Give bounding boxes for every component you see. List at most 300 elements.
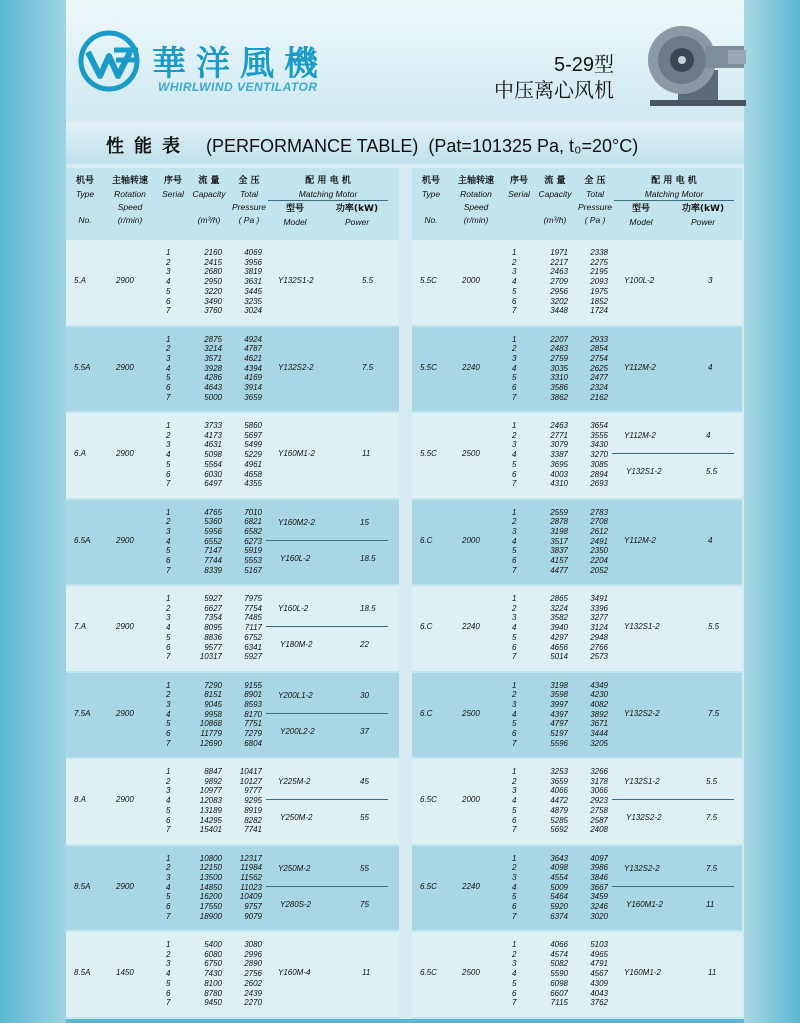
right-table-row [412,500,742,585]
fan-type: 7.A [74,622,87,631]
pressure-value: 6821 [244,517,262,527]
serial-value: 3 [166,353,171,363]
serial-value: 1 [166,507,171,517]
header-capacity: 流 量 Capacity (m³/h) [192,176,226,225]
motor-power: 11 [706,899,715,909]
pressure-value: 2783 [590,507,608,517]
capacity-value: 5082 [550,959,568,969]
pressure-value: 2996 [244,949,262,959]
pressure-value: 3266 [590,767,608,776]
capacity-value: 5285 [550,815,568,825]
table-header [412,172,742,238]
capacity-list [188,767,222,835]
serial-value: 7 [166,306,171,316]
rotation-speed: 2000 [462,795,480,804]
capacity-value: 3198 [550,526,568,536]
pressure-value: 3956 [244,257,262,267]
capacity-value: 4286 [204,373,222,383]
rotation-speed: 2900 [116,795,134,804]
motor-model: Y132S1-2 [278,276,314,285]
serial-value: 6 [512,815,517,825]
capacity-list [188,940,222,1008]
pressure-list [576,594,608,662]
capacity-value: 2878 [550,517,568,527]
rotation-speed: 2500 [462,708,480,718]
capacity-list [534,421,568,489]
header-motor: 配 用 电 机 Matching Motor [298,176,358,199]
pressure-value: 5927 [244,652,262,662]
rotation-speed: 2500 [462,968,480,977]
rotation-speed: 2900 [116,362,134,372]
pressure-value: 7751 [244,719,262,729]
serial-value: 2 [166,690,171,700]
capacity-value: 10800 [199,853,222,863]
serial-value: 7 [166,738,171,748]
pressure-value: 2890 [244,959,262,969]
capacity-value: 13500 [199,872,222,882]
fan-type: 5.A [74,276,87,285]
capacity-value: 4879 [550,805,568,815]
pressure-value: 8170 [244,709,262,719]
pressure-value: 2766 [590,642,608,652]
pressure-value: 4965 [590,949,608,959]
pressure-value: 3846 [590,872,608,882]
motor-power: 5.5 [362,276,374,285]
header-motor-line [268,200,388,201]
rotation-speed: 2500 [462,449,480,458]
capacity-value: 3035 [550,363,568,373]
capacity-value: 3253 [550,767,568,776]
serial-value: 4 [512,882,517,892]
serial-value: 4 [512,709,517,719]
pressure-value: 3445 [244,286,262,296]
title-bar [66,122,744,164]
pressure-value: 4097 [590,853,608,863]
serial-value: 6 [166,296,171,306]
left-side-band [0,0,66,1023]
capacity-value: 7147 [204,546,222,556]
serial-value: 1 [512,680,517,690]
title-params: (Pat=101325 Pa, t₀=20°C) [428,136,639,156]
pressure-list [230,594,262,662]
right-table-row [412,673,742,758]
left-table-row [66,500,399,585]
capacity-value: 3940 [550,623,568,633]
motor-power: 11 [362,968,371,977]
pressure-value: 3659 [244,392,262,402]
capacity-value: 3586 [550,383,568,393]
capacity-value: 7115 [550,998,568,1008]
pressure-value: 3085 [590,459,608,469]
serial-value: 2 [512,517,517,527]
serial-value: 6 [512,296,517,306]
fan-type: 6.A [74,449,87,458]
serial-list [166,594,170,662]
serial-value: 3 [166,613,171,623]
pressure-value: 3914 [244,383,262,393]
serial-value: 4 [166,450,171,460]
motor-divider [266,886,388,887]
capacity-value: 4003 [550,469,568,479]
capacity-value: 2709 [550,277,568,287]
capacity-value: 6627 [204,603,222,613]
motor-power: 55 [360,863,369,873]
serial-value: 3 [166,959,171,969]
capacity-value: 2950 [204,277,222,287]
capacity-value: 10317 [199,652,222,662]
motor-model: Y250M-2 [280,813,313,822]
serial-value: 3 [512,353,517,363]
serial-value: 3 [512,959,517,969]
capacity-value: 13189 [199,805,222,815]
capacity-value: 5920 [550,902,568,912]
pressure-value: 11023 [240,882,262,892]
motor-power: 7.5 [708,708,720,718]
capacity-value: 3695 [550,459,568,469]
serial-value: 2 [512,257,517,267]
capacity-value: 14850 [199,882,222,892]
right-table-row [412,586,742,671]
pressure-value: 3671 [590,719,608,729]
serial-value: 4 [166,363,171,373]
pressure-value: 2708 [590,517,608,527]
capacity-list [534,681,568,749]
serial-value: 6 [166,815,171,825]
pressure-value: 7010 [244,507,262,517]
capacity-value: 4574 [550,949,568,959]
pressure-value: 10409 [239,892,262,902]
pressure-value: 2408 [590,825,608,835]
serial-value: 2 [512,430,517,440]
pressure-value: 5229 [244,450,262,460]
pressure-value: 6804 [244,738,262,748]
capacity-value: 4397 [550,709,568,719]
pressure-value: 2491 [590,536,608,546]
serial-value: 6 [166,902,171,912]
capacity-value: 5197 [550,729,568,739]
pressure-value: 1852 [590,296,608,306]
serial-value: 2 [166,344,171,354]
right-table-row [412,932,742,1017]
motor-model: Y160L-2 [280,553,311,563]
motor-divider [266,713,388,714]
pressure-list [576,940,608,1008]
pressure-value: 4787 [244,344,262,354]
capacity-value: 3837 [550,546,568,556]
pressure-list [576,508,608,576]
capacity-value: 8836 [204,632,222,642]
serial-value: 4 [512,796,517,806]
pressure-value: 3892 [590,709,608,719]
motor-divider [266,799,388,800]
pressure-value: 3396 [590,603,608,613]
pressure-value: 3491 [590,594,608,603]
pressure-value: 3024 [244,306,262,316]
pressure-value: 2923 [590,796,608,806]
serial-value: 6 [166,729,171,739]
capacity-list [534,767,568,835]
pressure-value: 3066 [590,786,608,796]
serial-value: 2 [166,949,171,959]
capacity-value: 3517 [550,536,568,546]
serial-value: 7 [512,825,517,835]
fan-type: 6.5C [420,881,437,891]
serial-value: 7 [166,479,171,489]
serial-value: 5 [166,805,171,815]
motor-model: Y100L-2 [624,276,655,285]
capacity-value: 3659 [550,776,568,786]
pressure-value: 4791 [590,959,608,969]
rotation-speed: 2240 [462,362,480,372]
serial-list [166,248,170,316]
pressure-list [576,854,608,922]
serial-value: 1 [512,507,517,517]
capacity-list [188,421,222,489]
capacity-value: 3079 [550,440,568,450]
capacity-list [188,508,222,576]
serial-value: 3 [512,526,517,536]
serial-value: 1 [512,940,517,949]
motor-power: 45 [360,777,369,786]
pressure-value: 7754 [244,603,262,613]
performance-table-left [66,168,399,1023]
pressure-value: 3270 [590,450,608,460]
pressure-value: 4082 [590,699,608,709]
capacity-value: 2759 [550,353,568,363]
capacity-value: 3760 [204,306,222,316]
fan-type: 6.C [420,622,433,631]
capacity-value: 2207 [550,334,568,344]
capacity-value: 5000 [204,392,222,402]
pressure-value: 2754 [590,353,608,363]
motor-model: Y112M-2 [624,362,656,372]
motor-model: Y132S2-2 [624,863,660,873]
capacity-value: 5927 [204,594,222,603]
serial-value: 6 [166,556,171,566]
motor-power: 7.5 [706,813,718,822]
motor-divider [266,626,388,627]
capacity-value: 4656 [550,642,568,652]
capacity-value: 2956 [550,286,568,296]
serial-value: 2 [512,863,517,873]
pressure-value: 9757 [244,902,262,912]
motor-model: Y112M-2 [624,431,656,440]
motor-power: 37 [360,726,369,736]
pressure-value: 2477 [590,373,608,383]
left-table-row [66,327,399,412]
motor-power: 22 [360,640,369,649]
header-type: 机号 Type No. [421,176,441,225]
capacity-value: 2483 [550,344,568,354]
capacity-value: 4173 [204,430,222,440]
pressure-value: 3631 [244,277,262,287]
brand-name-en: WHIRLWIND VENTILATOR [158,80,318,94]
left-table-row [66,413,399,498]
pressure-value: 4658 [244,469,262,479]
serial-value: 2 [166,603,171,613]
serial-value: 5 [512,459,517,469]
pressure-value: 2948 [590,632,608,642]
capacity-value: 2680 [204,267,222,277]
left-table-row [66,846,399,931]
capacity-list [534,335,568,403]
capacity-value: 5400 [204,940,222,949]
capacity-value: 4765 [204,507,222,517]
serial-value: 5 [166,546,171,556]
pressure-value: 1975 [590,286,608,296]
motor-divider [612,453,734,454]
capacity-value: 5692 [550,825,568,835]
capacity-value: 2160 [204,248,222,257]
pressure-value: 8282 [244,815,262,825]
capacity-value: 2463 [550,421,568,430]
right-side-band [744,0,800,1023]
serial-value: 2 [166,430,171,440]
motor-model: Y132S2-2 [278,362,314,372]
fan-type: 7.5A [74,708,91,718]
serial-value: 3 [512,440,517,450]
serial-list [166,767,170,835]
serial-value: 1 [512,421,517,430]
pressure-list [576,421,608,489]
serial-value: 6 [512,988,517,998]
motor-power: 15 [360,517,369,527]
serial-value: 5 [512,632,517,642]
capacity-value: 5464 [550,892,568,902]
pressure-value: 10417 [239,767,262,776]
motor-model: Y200L1-2 [278,690,313,700]
pressure-value: 3080 [244,940,262,949]
pressure-value: 2587 [590,815,608,825]
serial-value: 4 [166,536,171,546]
serial-value: 2 [166,257,171,267]
capacity-value: 2875 [204,334,222,344]
pressure-value: 5860 [244,421,262,430]
motor-model: Y280S-2 [280,899,312,909]
header-type: 机号 Type No. [75,176,95,225]
capacity-value: 7354 [204,613,222,623]
table-header [66,172,399,238]
serial-list [512,767,516,835]
serial-value: 6 [166,469,171,479]
serial-value: 1 [166,767,171,776]
capacity-value: 4066 [550,940,568,949]
capacity-value: 4472 [550,796,568,806]
pressure-value: 4169 [244,373,262,383]
serial-value: 6 [512,383,517,393]
pressure-value: 2324 [590,383,608,393]
capacity-value: 6374 [550,911,568,921]
pressure-value: 2758 [590,805,608,815]
capacity-value: 7430 [204,969,222,979]
capacity-value: 8339 [204,565,222,575]
serial-value: 1 [166,940,171,949]
pressure-value: 3667 [590,882,608,892]
serial-value: 1 [166,594,171,603]
serial-value: 3 [166,699,171,709]
pressure-value: 6582 [244,526,262,536]
left-table-row [66,586,399,671]
pressure-value: 12317 [239,853,262,863]
bottom-bar [66,1019,744,1023]
motor-model: Y160M-4 [278,968,311,977]
serial-value: 2 [512,949,517,959]
pressure-list [230,854,262,922]
serial-value: 1 [512,853,517,863]
serial-value: 4 [166,969,171,979]
motor-divider [612,799,734,800]
capacity-value: 17550 [199,902,222,912]
serial-value: 6 [512,902,517,912]
serial-value: 4 [512,969,517,979]
pressure-value: 2612 [590,526,608,536]
rotation-speed: 1450 [116,968,134,977]
serial-value: 3 [512,872,517,882]
pressure-value: 7741 [244,825,262,835]
serial-value: 2 [166,517,171,527]
capacity-value: 2463 [550,267,568,277]
capacity-value: 9045 [204,699,222,709]
brand-name-cn: 華洋風機 [152,44,328,84]
motor-power: 7.5 [706,863,718,873]
capacity-value: 9892 [204,776,222,786]
capacity-value: 6098 [550,978,568,988]
capacity-value: 12690 [199,738,222,748]
header-serial: 序号 Serial [508,176,530,199]
pressure-list [230,681,262,749]
serial-value: 4 [166,623,171,633]
pressure-value: 3986 [590,863,608,873]
right-table-row [412,759,742,844]
serial-value: 1 [512,248,517,257]
capacity-value: 8847 [204,767,222,776]
motor-power: 4 [708,362,713,372]
serial-value: 1 [166,853,171,863]
serial-value: 7 [166,911,171,921]
left-table-row [66,759,399,844]
motor-model: Y200L2-2 [280,726,315,736]
pressure-value: 2573 [590,652,608,662]
rotation-speed: 2240 [462,622,480,631]
rotation-speed: 2900 [116,622,134,631]
serial-list [512,421,516,489]
serial-value: 7 [512,392,517,402]
motor-model: Y132S1-2 [626,467,662,476]
pressure-value: 4230 [590,690,608,700]
capacity-value: 8095 [204,623,222,633]
serial-value: 2 [512,776,517,786]
motor-power: 55 [360,813,369,822]
rotation-speed: 2900 [116,708,134,718]
serial-value: 7 [512,306,517,316]
pressure-value: 4394 [244,363,262,373]
right-table-row [412,413,742,498]
pressure-value: 3430 [590,440,608,450]
pressure-value: 7117 [244,623,262,633]
pressure-value: 9777 [244,786,262,796]
pressure-value: 3555 [590,430,608,440]
serial-value: 4 [512,363,517,373]
fan-type: 5.5C [420,449,437,458]
pressure-list [576,335,608,403]
capacity-value: 3310 [550,373,568,383]
serial-value: 5 [512,546,517,556]
serial-value: 7 [512,479,517,489]
pressure-value: 5103 [590,940,608,949]
capacity-list [188,335,222,403]
pressure-value: 11562 [240,872,262,882]
capacity-value: 5014 [550,652,568,662]
